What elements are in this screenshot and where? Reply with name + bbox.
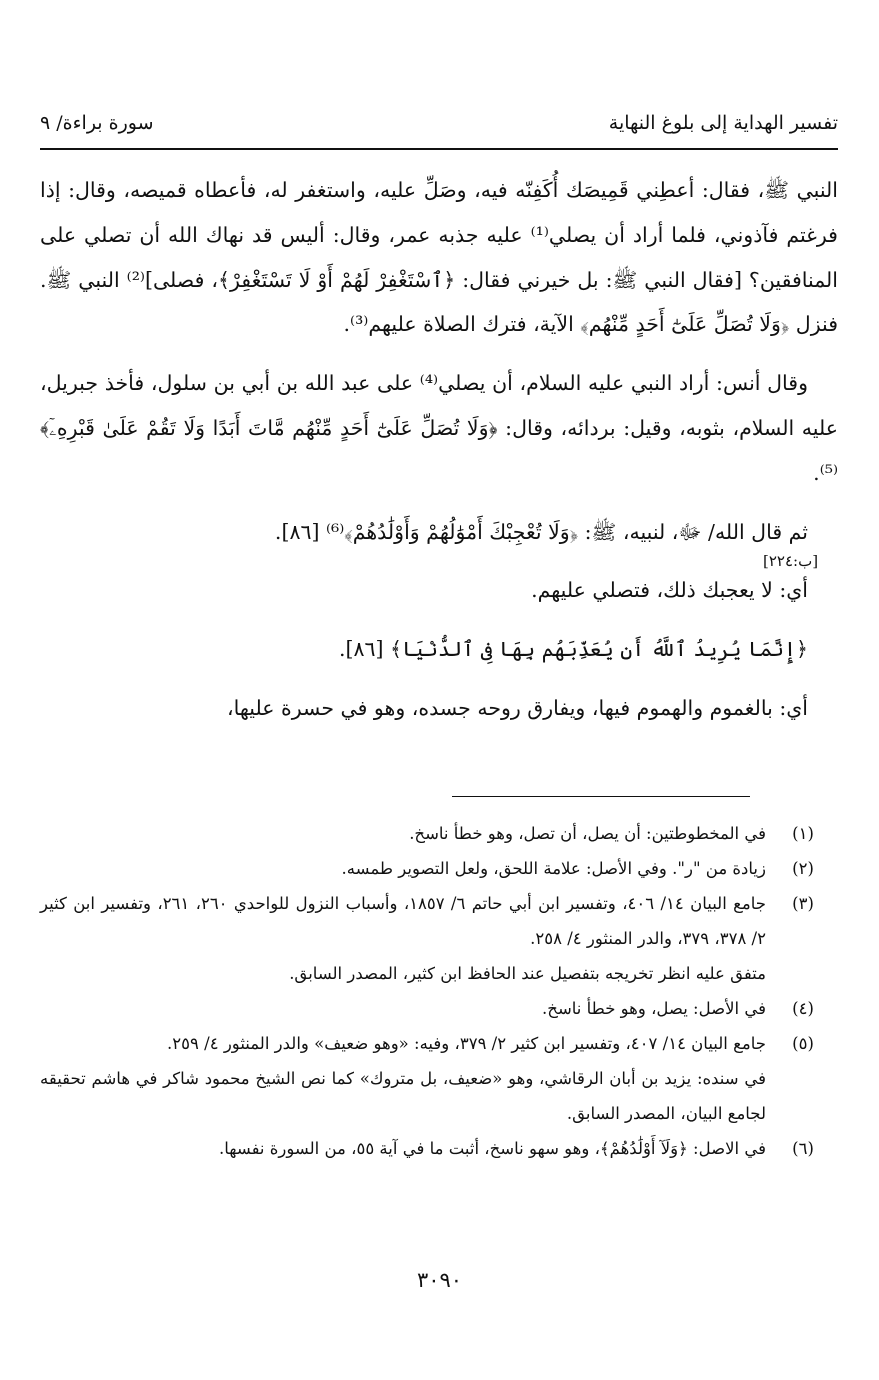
footnote-text: في الاصل: ﴿وَلَآ أَوْلَٰدُهُمْ﴾، وهو سهو ناسخ، أثبت ما في آية ٥٥، من السورة نفسها. xyxy=(218,1139,766,1158)
main-text xyxy=(40,168,838,731)
running-header xyxy=(40,112,838,146)
footnote-2 xyxy=(40,851,838,886)
footnote-6 xyxy=(40,1131,838,1166)
footnote-text: جامع البيان ١٤/ ٤٠٧، وتفسير ابن كثير ٢/ ٣٧٩، وفيه: «وهو ضعيف» والدر المنثور ٤/ ٢٥٩. xyxy=(167,1034,766,1053)
footnote-rule xyxy=(452,796,750,797)
footnote-extra: متفق عليه انظر تخريجه بتفصيل عند الحافظ ابن كثير، المصدر السابق. xyxy=(289,964,766,983)
footnote-text: جامع البيان ١٤/ ٤٠٦، وتفسير ابن أبي حاتم ٦/ ١٨٥٧، وأسباب النزول للواحدي ٢٦٠، ٢٦١، وتفسير ابن كثير ٢/ ٣٧٨، ٣٧٩، والدر المنثور ٤/ ٢٥٨. xyxy=(40,894,766,948)
paragraph-3: ثم قال الله/ ﷻ، لنبيه، ﷺ: ﴿وَلَا تُعْجِبْكَ أَمْوَٰلُهُمْ وَأَوْلَٰدُهُمْ﴾⁽⁶⁾ [٨٦]. xyxy=(274,519,808,544)
footnote-text: زيادة من "ر". وفي الأصل: علامة اللحق، ولعل التصوير طمسه. xyxy=(341,859,766,878)
footnote-number: (٣) xyxy=(792,894,814,913)
book-title: تفسير الهداية إلى بلوغ النهاية xyxy=(608,112,838,134)
footnote-text: في المخطوطتين: أن يصل، أن تصل، وهو خطأ ناسخ. xyxy=(409,824,766,843)
header-rule xyxy=(40,148,838,150)
paragraph-1: النبي ﷺ، فقال: أعطِني قَمِيصَك أُكَفِنّه فيه، وصَلِّ عليه، واستغفر له، فأعطاه قميصه، وقال: إذا فرغتم فآذوني، فلما أراد أن يصلي⁽¹⁾ عليه جذبه عمر، وقال: أليس قد نهاك الله أن تصلي على المنافقين؟ [فقال النبي ﷺ: بل خيرني فقال: ﴿ٱسْتَغْفِرْ لَهُمْ أَوْ لَا تَسْتَغْفِرْ﴾، فصلى]⁽²⁾ النبي ﷺ. فنزل ﴿وَلَا تُصَلِّ عَلَىٰٓ أَحَدٍ مِّنْهُم﴾ الآية، فترك الصلاة عليهم⁽³⁾. xyxy=(40,178,838,337)
surah-label: سورة براءة/ ٩ xyxy=(40,112,154,134)
margin-folio-note: [ب:٢٢٤] xyxy=(763,552,819,570)
paragraph-4: أي: لا يعجبك ذلك، فتصلي عليهم. xyxy=(531,578,808,603)
footnote-3 xyxy=(40,886,838,991)
paragraph-6: أي: بالغموم والهموم فيها، ويفارق روحه جسده، وهو في حسرة عليها، xyxy=(226,695,808,720)
footnotes xyxy=(40,816,838,1166)
footnote-number: (٢) xyxy=(792,859,814,878)
footnote-4 xyxy=(40,991,838,1026)
footnote-number: (٤) xyxy=(792,999,814,1018)
paragraph-5: ﴿إِنَّمَا يُرِيدُ ٱللَّهُ أَن يُعَذِّبَهُم بِهَا فِى ٱلدُّنْيَا﴾ [٨٦]. xyxy=(338,637,808,662)
paragraph-2: وقال أنس: أراد النبي عليه السلام، أن يصلي⁽⁴⁾ على عبد الله بن أبي بن سلول، فأخذ جبريل، عليه السلام، بثوبه، وقيل: بردائه، وقال: ﴿وَلَا تُصَلِّ عَلَىٰٓ أَحَدٍ مِّنْهُم مَّاتَ أَبَدًا وَلَا تَقُمْ عَلَىٰ قَبْرِهِۦٓ﴾⁽⁵⁾. xyxy=(40,371,838,485)
footnote-extra: في سنده: يزيد بن أبان الرقاشي، وهو «ضعيف، بل متروك» كما نص الشيخ محمود شاكر في هاشم تحقيقه لجامع البيان، المصدر السابق. xyxy=(40,1069,766,1123)
footnote-number: (٥) xyxy=(792,1034,814,1053)
footnote-number: (١) xyxy=(792,824,814,843)
footnote-number: (٦) xyxy=(792,1139,814,1158)
page-number: ٣٠٩٠ xyxy=(416,1268,463,1292)
footnote-5 xyxy=(40,1026,838,1131)
footnote-text: في الأصل: يصل، وهو خطأ ناسخ. xyxy=(542,999,766,1018)
footnote-1 xyxy=(40,816,838,851)
